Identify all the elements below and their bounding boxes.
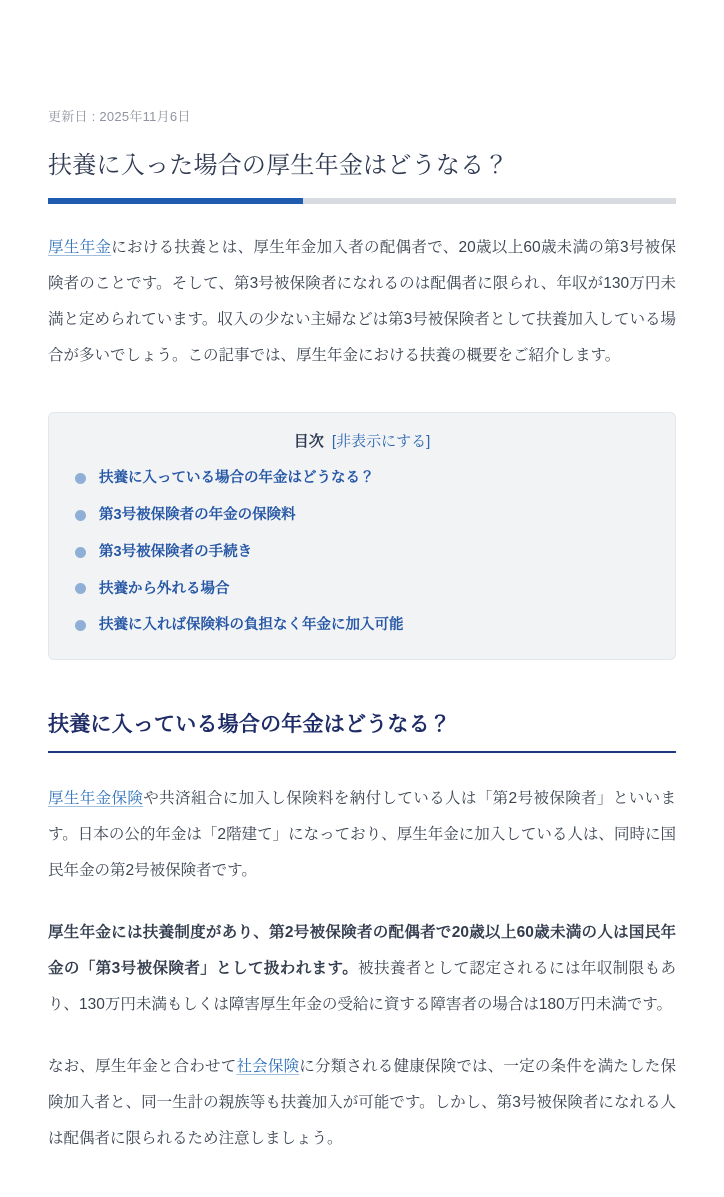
kosei-nenkin-hoken-link[interactable]: 厚生年金保険	[48, 790, 144, 808]
toc-item	[75, 469, 649, 488]
bullet-icon	[75, 620, 86, 631]
title-accent-fill	[48, 198, 303, 204]
section-paragraph-1	[48, 781, 676, 889]
section-paragraph-2	[48, 915, 676, 1023]
intro-paragraph	[48, 230, 676, 374]
shakai-hoken-link[interactable]: 社会保険	[236, 1058, 300, 1076]
section-paragraph-1-text: や共済組合に加入し保険料を納付している人は「第2号被保険者」といいます。日本の公的年金は「2階建て」になっており、厚生年金に加入している人は、同時に国民年金の第2号被保険者です。	[48, 790, 676, 880]
toc-item	[75, 506, 649, 525]
toc-link-1[interactable]: 扶養に入っている場合の年金はどうなる？	[99, 470, 375, 486]
section-paragraph-3	[48, 1049, 676, 1157]
page-title: 扶養に入った場合の厚生年金はどうなる？	[48, 152, 509, 179]
toc-item	[75, 580, 649, 599]
toc-item	[75, 616, 649, 635]
section-paragraph-2-text: 被扶養者として認定されるには年収制限もあり、130万円未満もしくは障害厚生年金の受給に資する障害者の場合は180万円未満です。	[48, 960, 676, 1014]
toc-header	[75, 430, 649, 451]
bullet-icon	[75, 583, 86, 594]
section-heading: 扶養に入っている場合の年金はどうなる？	[48, 708, 676, 753]
updated-date: 更新日 : 2025年11月6日	[48, 109, 191, 124]
toc-item	[75, 543, 649, 562]
intro-text: における扶養とは、厚生年金加入者の配偶者で、20歳以上60歳未満の第3号被保険者のことです。そして、第3号被保険者になれるのは配偶者に限られ、年収が130万円未満と定められています。収入の少ない主婦などは第3号被保険者として扶養加入している場合が多いでしょう。この記事では、厚生年金における扶養の概要をご紹介します。	[48, 239, 676, 364]
section-paragraph-3-text-a: なお、厚生年金と合わせて	[48, 1058, 237, 1076]
toc-link-5[interactable]: 扶養に入れば保険料の負担なく年金に加入可能	[99, 617, 404, 634]
toc-link-2[interactable]: 第3号被保険者の年金の保険料	[99, 506, 296, 523]
bullet-icon	[75, 510, 86, 521]
toc-list	[75, 469, 649, 635]
toc-link-4[interactable]: 扶養から外れる場合	[99, 580, 230, 597]
bullet-icon	[75, 547, 86, 558]
toc-title: 目次	[293, 433, 324, 450]
title-accent-bar	[48, 198, 676, 204]
table-of-contents	[48, 412, 676, 660]
section-paragraph-2-bold: 厚生年金には扶養制度があり、第2号被保険者の配偶者で20歳以上60歳未満の人は国民年金の「第3号被保険者」として扱われます。	[48, 924, 676, 978]
section-paragraph-3-text-b: に分類される健康保険では、一定の条件を満たした保険加入者と、同一生計の親族等も扶養加入が可能です。しかし、第3号被保険者になれる人は配偶者に限られるため注意しましょう。	[48, 1058, 676, 1148]
toc-link-3[interactable]: 第3号被保険者の手続き	[99, 543, 253, 560]
kosei-nenkin-link[interactable]: 厚生年金	[48, 239, 112, 256]
bullet-icon	[75, 473, 86, 484]
toc-hide-toggle-link[interactable]: [非表示にする]	[331, 433, 431, 450]
